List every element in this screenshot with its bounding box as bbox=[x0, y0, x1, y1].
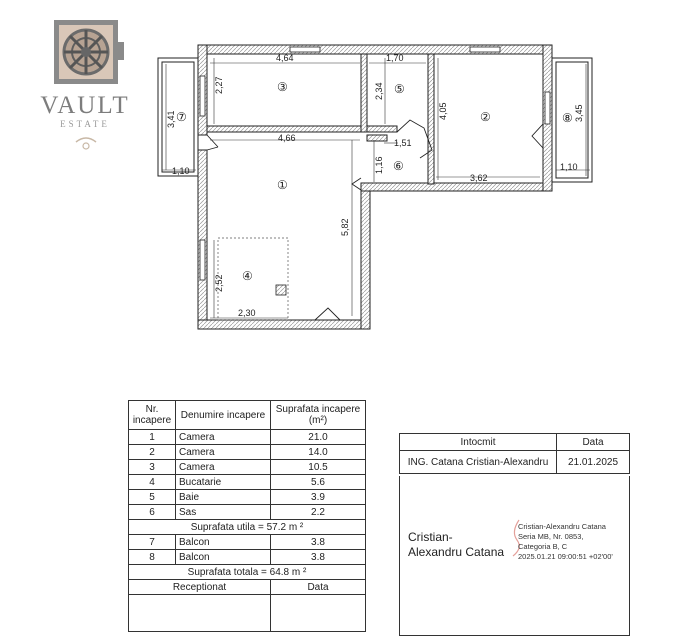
dim-b8-height: 3,45 bbox=[574, 104, 584, 122]
sig-detail-category: Categoria B, C bbox=[518, 542, 568, 551]
kitchen-fixture bbox=[276, 285, 286, 295]
receptionat-row bbox=[129, 580, 366, 595]
dim-r3-width: 4,64 bbox=[276, 53, 294, 63]
header-area: Suprafata incapere (m²) bbox=[271, 401, 366, 430]
useful-area-row bbox=[129, 520, 366, 535]
cell-name: Camera bbox=[176, 430, 271, 445]
cell-nr: 7 bbox=[129, 535, 176, 550]
room-numbers bbox=[176, 80, 573, 283]
dim-r2-width: 3,62 bbox=[470, 173, 488, 183]
dim-r2-height: 4,05 bbox=[438, 102, 448, 120]
cell-name: Balcon bbox=[176, 550, 271, 565]
cell-area: 2.2 bbox=[271, 505, 366, 520]
receptionat-blank bbox=[129, 595, 271, 632]
date-header: Data bbox=[557, 434, 630, 451]
cell-area: 14.0 bbox=[271, 445, 366, 460]
table-row bbox=[129, 475, 366, 490]
room-3-label: ③ bbox=[277, 80, 288, 94]
cell-nr: 3 bbox=[129, 460, 176, 475]
receptionat-date-label: Data bbox=[271, 580, 366, 595]
cell-area: 3.8 bbox=[271, 550, 366, 565]
table-row bbox=[129, 490, 366, 505]
dim-r6-width: 1,51 bbox=[394, 138, 412, 148]
total-area-row bbox=[129, 565, 366, 580]
digital-signature-details bbox=[518, 522, 633, 562]
cell-name: Sas bbox=[176, 505, 271, 520]
dim-r5-width: 1,70 bbox=[386, 53, 404, 63]
room-7-label: ⑦ bbox=[176, 110, 187, 124]
room-2-label: ② bbox=[480, 110, 491, 124]
cell-name: Baie bbox=[176, 490, 271, 505]
table-row bbox=[129, 505, 366, 520]
doors bbox=[207, 120, 543, 320]
cell-name: Bucatarie bbox=[176, 475, 271, 490]
dim-b7-height: 3,41 bbox=[166, 110, 176, 128]
room-1-label: ① bbox=[277, 178, 288, 192]
dim-r4-width: 2,30 bbox=[238, 308, 256, 318]
header-name: Denumire incapere bbox=[176, 401, 271, 430]
cell-name: Balcon bbox=[176, 535, 271, 550]
dim-r6-height: 1,16 bbox=[374, 156, 384, 174]
dim-r3-height: 2,27 bbox=[214, 76, 224, 94]
sig-detail-timestamp: 2025.01.21 09:00:51 +02'00' bbox=[518, 552, 613, 561]
cell-name: Camera bbox=[176, 445, 271, 460]
cell-area: 21.0 bbox=[271, 430, 366, 445]
sig-detail-name: Cristian-Alexandru Catana bbox=[518, 522, 606, 531]
cell-area: 3.8 bbox=[271, 535, 366, 550]
header-nr: Nr. incapere bbox=[129, 401, 176, 430]
cell-area: 10.5 bbox=[271, 460, 366, 475]
signature-name bbox=[408, 530, 518, 560]
cell-nr: 5 bbox=[129, 490, 176, 505]
cell-nr: 4 bbox=[129, 475, 176, 490]
sig-detail-series: Seria MB, Nr. 0853, bbox=[518, 532, 584, 541]
room-8-label: ⑧ bbox=[562, 111, 573, 125]
table-header-row bbox=[129, 401, 366, 430]
dim-b7-width: 1,10 bbox=[172, 166, 190, 176]
cell-nr: 1 bbox=[129, 430, 176, 445]
table-row bbox=[129, 430, 366, 445]
cell-area: 5.6 bbox=[271, 475, 366, 490]
signature-name-line1: Cristian- bbox=[408, 530, 453, 544]
receptionat-blank-row bbox=[129, 595, 366, 632]
table-row bbox=[129, 550, 366, 565]
total-area: Suprafata totala = 64.8 m ² bbox=[129, 565, 366, 580]
cell-name: Camera bbox=[176, 460, 271, 475]
author-date: 21.01.2025 bbox=[557, 451, 630, 474]
table-row bbox=[129, 445, 366, 460]
table-row bbox=[129, 460, 366, 475]
logo-subtitle: ESTATE bbox=[60, 119, 110, 129]
dim-b8-width: 1,10 bbox=[560, 162, 578, 172]
dim-r1-width: 4,66 bbox=[278, 133, 296, 143]
dim-r1-height: 5,82 bbox=[340, 218, 350, 236]
author-name: ING. Catana Cristian-Alexandru bbox=[400, 451, 557, 474]
cell-nr: 2 bbox=[129, 445, 176, 460]
signature-name-line2: Alexandru Catana bbox=[408, 545, 505, 559]
dim-r4-height: 2,52 bbox=[214, 274, 224, 292]
cell-area: 3.9 bbox=[271, 490, 366, 505]
cell-nr: 8 bbox=[129, 550, 176, 565]
author-table bbox=[399, 433, 630, 474]
room-4-label: ④ bbox=[242, 269, 253, 283]
logo-wordmark: VAULT bbox=[40, 92, 130, 119]
author-row bbox=[400, 451, 630, 474]
room-6-label: ⑥ bbox=[393, 159, 404, 173]
rooms-table bbox=[128, 400, 366, 632]
cell-nr: 6 bbox=[129, 505, 176, 520]
receptionat-date-blank bbox=[271, 595, 366, 632]
author-header-row bbox=[400, 434, 630, 451]
dim-r5-height: 2,34 bbox=[374, 82, 384, 100]
useful-area: Suprafata utila = 57.2 m ² bbox=[129, 520, 366, 535]
table-row bbox=[129, 535, 366, 550]
author-header: Intocmit bbox=[400, 434, 557, 451]
receptionat-label: Receptionat bbox=[129, 580, 271, 595]
room-5-label: ⑤ bbox=[394, 82, 405, 96]
